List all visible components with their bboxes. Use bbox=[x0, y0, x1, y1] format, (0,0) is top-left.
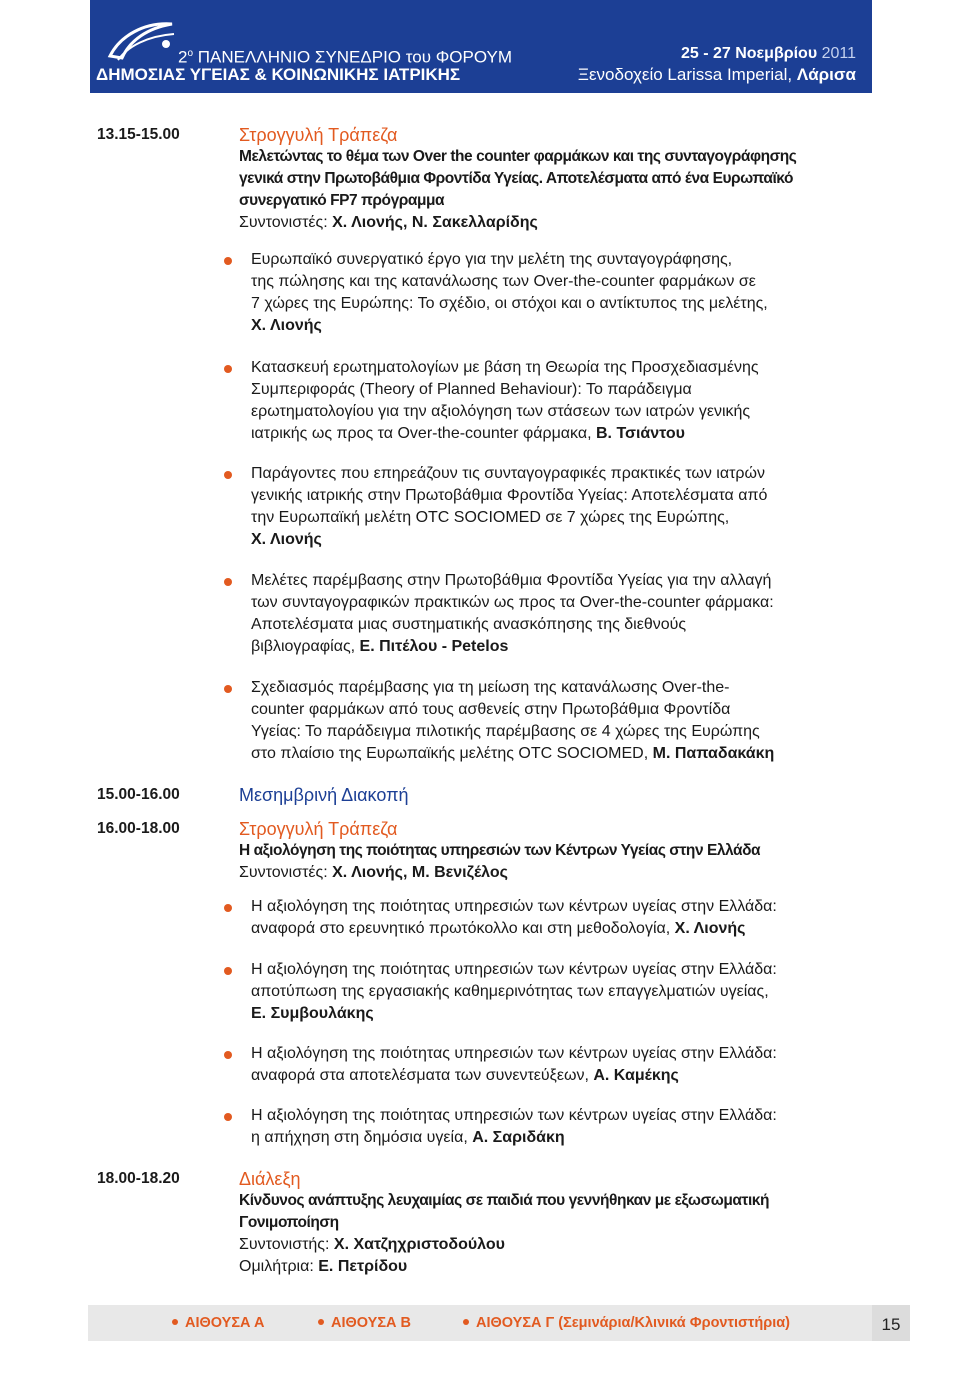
bullet-dot-icon bbox=[224, 578, 232, 586]
talk-item: Η αξιολόγηση της ποιότητας υπηρεσιών των κέντρων υγείας στην Ελλάδα: αναφορά στα αποτελέσματα των συνεντεύξεων, Α. Καμέκης bbox=[239, 1043, 879, 1087]
talk-author: Ε. Συμβουλάκης bbox=[251, 1005, 374, 1022]
session-subtitle: Γονιμοποίηση bbox=[239, 1214, 339, 1231]
bullet-dot-icon bbox=[224, 257, 232, 265]
session-speaker: Ομιλήτρια: Ε. Πετρίδου bbox=[239, 1258, 408, 1275]
room-legend-b: ΑΙΘΟΥΣΑ Β bbox=[318, 1305, 411, 1341]
talk-author: Μ. Παπαδακάκη bbox=[652, 745, 775, 762]
bullet-dot-icon bbox=[172, 1319, 178, 1325]
bullet-dot-icon bbox=[318, 1319, 324, 1325]
talk-author: Χ. Λιονής bbox=[251, 531, 322, 548]
conference-venue: Ξενοδοχείο Larissa Imperial, Λάρισα bbox=[577, 65, 856, 84]
room-legend-c: ΑΙΘΟΥΣΑ Γ (Σεμινάρια/Κλινικά Φροντιστήρια) bbox=[463, 1305, 790, 1341]
talk-author: Β. Τσιάντου bbox=[596, 425, 685, 442]
bullet-dot-icon bbox=[224, 1051, 232, 1059]
session-coordinators: Συντονιστές: Χ. Λιονής, Μ. Βενιζέλος bbox=[239, 864, 508, 881]
session-title: Μεσημβρινή Διακοπή bbox=[239, 785, 409, 805]
session-subtitle: Κίνδυνος ανάπτυξης λευχαιμίας σε παιδιά που γεννήθηκαν με εξωσωματική bbox=[239, 1192, 770, 1209]
bullet-dot-icon bbox=[224, 1113, 232, 1121]
talk-author: Χ. Λιονής bbox=[674, 920, 746, 937]
session-time: 13.15-15.00 bbox=[97, 126, 180, 143]
talk-author: Α. Σαριδάκη bbox=[472, 1129, 565, 1146]
session-time: 18.00-18.20 bbox=[97, 1170, 180, 1187]
talk-item: Η αξιολόγηση της ποιότητας υπηρεσιών των κέντρων υγείας στην Ελλάδα: η απήχηση στη δημόσια υγεία, Α. Σαριδάκη bbox=[239, 1105, 879, 1149]
room-legend-a: ΑΙΘΟΥΣΑ Α bbox=[172, 1305, 264, 1341]
session-title: Διάλεξη bbox=[239, 1169, 301, 1189]
session-subtitle: Μελετώντας το θέμα των Over the counter φαρμάκων και της συνταγογράφησης bbox=[239, 148, 797, 165]
forum-swoosh-logo-icon bbox=[104, 16, 178, 66]
talk-item: Κατασκευή ερωτηματολογίων με βάση τη Θεωρία της Προσχεδιασμένης Συμπεριφοράς (Theory of Planned Behaviour): Το παράδειγμα ερωτηματολογίου για την αξιολόγηση των στάσεων των ιατρών γενικής ιατρικής ως προς τα Over-the-counter φάρμακα, Β. Τσιάντου bbox=[239, 357, 879, 445]
page-number: 15 bbox=[872, 1305, 910, 1341]
session-time: 16.00-18.00 bbox=[97, 820, 180, 837]
conference-title-line1: $2^o$ ΠΑΝΕΛΛΗΝΙΟ ΣΥΝΕΔΡΙΟ του ΦΟΡΟΥΜ bbox=[178, 47, 513, 67]
bullet-dot-icon bbox=[224, 904, 232, 912]
conference-dates: 25 - 27 Νοεμβρίου 2011 bbox=[680, 45, 856, 62]
talk-author: Ε. Πιτέλου - Petelos bbox=[359, 638, 509, 655]
page-header bbox=[90, 0, 872, 93]
session-coordinators: Συντονιστές: Χ. Λιονής, Ν. Σακελλαρίδης bbox=[239, 214, 538, 231]
talk-item: Μελέτες παρέμβασης στην Πρωτοβάθμια Φροντίδα Υγείας για την αλλαγή των συνταγογραφικών πρακτικών ως προς τα Over-the-counter φάρμακα: Αποτελέσματα μιας συστηματικής ανασκόπησης της διεθνούς βιβλιογραφίας, Ε. Πιτέλου - Petelos bbox=[239, 570, 879, 658]
talk-item: Παράγοντες που επηρεάζουν τις συνταγογραφικές πρακτικές των ιατρών γενικής ιατρικής στην Πρωτοβάθμια Φροντίδα Υγείας: Αποτελέσματα από την Ευρωπαϊκή μελέτη OTC SOCIOMED σε 7 χώρες της Ευρώπης, Χ. Λιονής bbox=[239, 463, 879, 551]
bullet-dot-icon bbox=[224, 365, 232, 373]
session-time: 15.00-16.00 bbox=[97, 786, 180, 803]
talk-item: Η αξιολόγηση της ποιότητας υπηρεσιών των κέντρων υγείας στην Ελλάδα: αποτύπωση της εργασιακής καθημερινότητας των επαγγελματιών υγείας, Ε. Συμβουλάκης bbox=[239, 959, 879, 1025]
session-subtitle: συνεργατικό FP7 πρόγραμμα bbox=[239, 192, 445, 209]
session-title: Στρογγυλή Τράπεζα bbox=[239, 819, 398, 839]
session-subtitle: γενικά στην Πρωτοβάθμια Φροντίδα Υγείας. Αποτελέσματα από ένα Ευρωπαϊκό bbox=[239, 170, 794, 187]
bullet-dot-icon bbox=[224, 967, 232, 975]
session-subtitle: Η αξιολόγηση της ποιότητας υπηρεσιών των Κέντρων Υγείας στην Ελλάδα bbox=[239, 842, 761, 859]
talk-author: Α. Καμέκης bbox=[593, 1067, 679, 1084]
talk-author: Χ. Λιονής bbox=[251, 317, 322, 334]
bullet-dot-icon bbox=[224, 471, 232, 479]
page-footer bbox=[88, 1305, 872, 1341]
bullet-dot-icon bbox=[463, 1319, 469, 1325]
talk-item: Ευρωπαϊκό συνεργατικό έργο για την μελέτη της συνταγογράφησης, της πώλησης και της κατανάλωσης των Over-the-counter φαρμάκων σε 7 χώρες της Ευρώπης: Το σχέδιο, οι στόχοι και ο αντίκτυπος της μελέτης, Χ. Λιονής bbox=[239, 249, 879, 337]
session-coordinators: Συντονιστής: Χ. Χατζηχριστοδούλου bbox=[239, 1236, 505, 1253]
talk-item: Η αξιολόγηση της ποιότητας υπηρεσιών των κέντρων υγείας στην Ελλάδα: αναφορά στο ερευνητικό πρωτόκολλο και στη μεθοδολογία, Χ. Λιονής bbox=[239, 896, 879, 940]
conference-title-line2: ΔΗΜΟΣΙΑΣ ΥΓΕΙΑΣ & ΚΟΙΝΩΝΙΚΗΣ ΙΑΤΡΙΚΗΣ bbox=[96, 65, 461, 84]
session-title: Στρογγυλή Τράπεζα bbox=[239, 125, 398, 145]
talk-item: Σχεδιασμός παρέμβασης για τη μείωση της κατανάλωσης Over-the- counter φαρμάκων από τους ασθενείς στην Πρωτοβάθμια Φροντίδα Υγείας: Το παράδειγμα πιλοτικής παρέμβασης σε 4 χώρες της Ευρώπης στο πλαίσιο της Ευρωπαϊκής μελέτης OTC SOCIOMED, Μ. Παπαδακάκη bbox=[239, 677, 879, 765]
bullet-dot-icon bbox=[224, 685, 232, 693]
